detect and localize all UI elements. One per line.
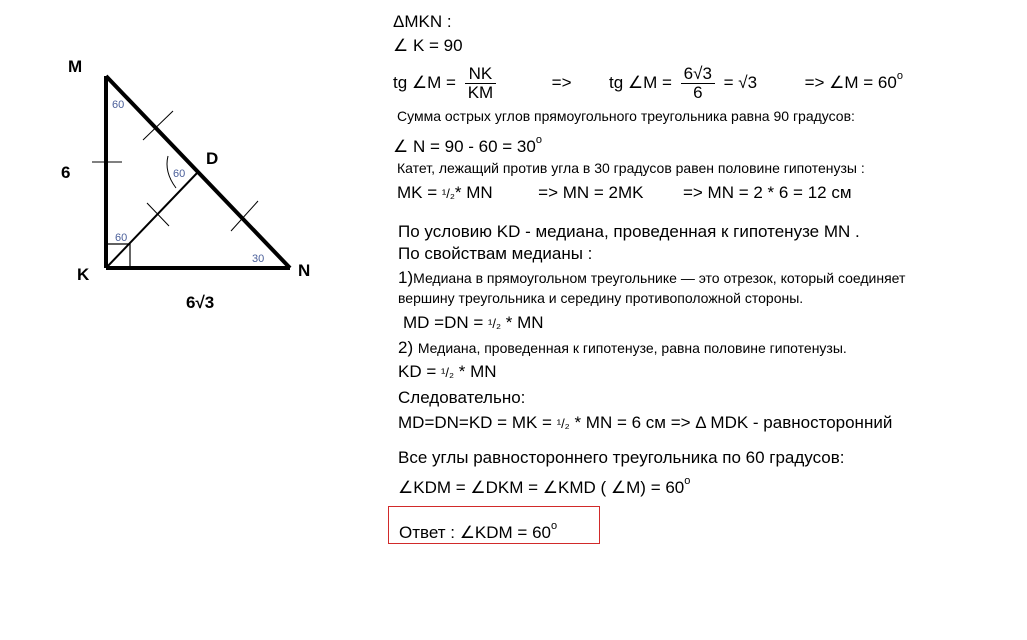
mk-line <box>397 183 852 204</box>
vertex-n-label: N <box>298 261 311 280</box>
fraction-6sqrt3-6 <box>681 65 715 102</box>
tick-md <box>143 111 173 140</box>
eq-sqrt3: = √3 <box>723 72 758 92</box>
kd-b: * MN <box>458 362 497 381</box>
eq-half: ¹/₂ <box>556 416 570 431</box>
side-mk-label: 6 <box>61 163 71 182</box>
property-1 <box>398 268 905 288</box>
md-line <box>403 313 544 334</box>
angle-n-text: ∠ N = 90 - 60 = 30 <box>393 137 536 156</box>
angle-m-label: 60 <box>112 99 125 111</box>
tg-mid: tg ∠M = <box>608 72 672 92</box>
side-kn-label: 6√3 <box>186 293 215 312</box>
triangle-figure <box>0 0 360 330</box>
angle-k-label: 60 <box>115 232 128 244</box>
tg-left: tg ∠M = <box>393 72 456 92</box>
answer-text-line <box>399 516 557 543</box>
degree-4: o <box>551 520 558 532</box>
properties-line: По свойствам медианы : <box>398 244 593 263</box>
mn-eq: => MN = 2MK <box>538 183 644 202</box>
md-b: * MN <box>505 313 544 332</box>
angles-eq-text: ∠KDM = ∠DKM = ∠KMD ( ∠M) = 60 <box>398 478 685 497</box>
kd-a: KD = <box>398 362 437 381</box>
vertex-d-label: D <box>206 149 219 168</box>
equality-line <box>398 413 892 434</box>
p2-text: Медиана, проведенная к гипотенузе, равна половине гипотенузы. <box>417 340 847 356</box>
degree-2: o <box>535 134 542 146</box>
vertex-m-label: M <box>68 57 83 76</box>
degree-1: o <box>896 69 903 82</box>
angle-n-label: 30 <box>252 253 265 265</box>
angle-d-label: 60 <box>173 168 186 180</box>
kd-half: ¹/₂ <box>441 365 455 380</box>
eq-a: MD=DN=KD = MK = <box>398 413 552 432</box>
mn-val: => MN = 2 * 6 = 12 см <box>682 183 852 202</box>
p1-text: Медиана в прямоугольном треугольнике — это отрезок, который соединяет <box>413 270 906 286</box>
degree-3: o <box>684 475 691 487</box>
arrow-1: => <box>551 72 572 92</box>
all-angles-line: Все углы равностороннего треугольника по 60 градусов: <box>398 448 845 467</box>
fraction-nk: NK <box>465 65 497 84</box>
sum-note: Сумма острых углов прямоугольного треугольника равна 90 градусов: <box>397 108 855 124</box>
fraction-6sqrt3: 6√3 <box>681 65 715 84</box>
property-1-cont: вершину треугольника и середину противоположной стороны. <box>398 290 804 306</box>
triangle-title: ΔMKN : <box>393 12 452 31</box>
mk-half: ¹/₂ <box>441 186 455 201</box>
p2-num: 2) <box>398 338 414 357</box>
mk-a: MK = <box>397 183 438 202</box>
angle-k-line: ∠ K = 90 <box>393 36 463 55</box>
mk-b: * MN <box>454 183 493 202</box>
angles-eq-line <box>398 471 690 498</box>
p1-num: 1) <box>398 268 414 287</box>
kd-line <box>398 362 497 383</box>
leg-note: Катет, лежащий против угла в 30 градусов равен половине гипотенузы : <box>397 160 865 176</box>
fraction-6: 6 <box>693 83 703 102</box>
condition-line: По условию KD - медиана, проведенная к гипотенузе MN . <box>398 222 860 241</box>
tick-dn <box>231 201 258 231</box>
md-half: ¹/₂ <box>488 316 502 331</box>
median-kd <box>106 172 198 268</box>
answer-text: Ответ : ∠KDM = 60 <box>399 523 551 542</box>
md-a: MD =DN = <box>403 313 484 332</box>
fraction-nk-km <box>465 65 497 102</box>
answer-box <box>388 506 600 544</box>
angle-m-result: => ∠M = 60 <box>804 72 897 92</box>
eq-b: * MN = 6 см => Δ MDK - равносторонний <box>574 413 893 432</box>
therefore-line: Следовательно: <box>398 388 526 407</box>
vertex-k-label: K <box>77 265 90 284</box>
fraction-km: KM <box>467 83 494 102</box>
angle-n-line <box>393 130 542 157</box>
property-2 <box>398 338 847 358</box>
tangent-line <box>393 65 903 102</box>
